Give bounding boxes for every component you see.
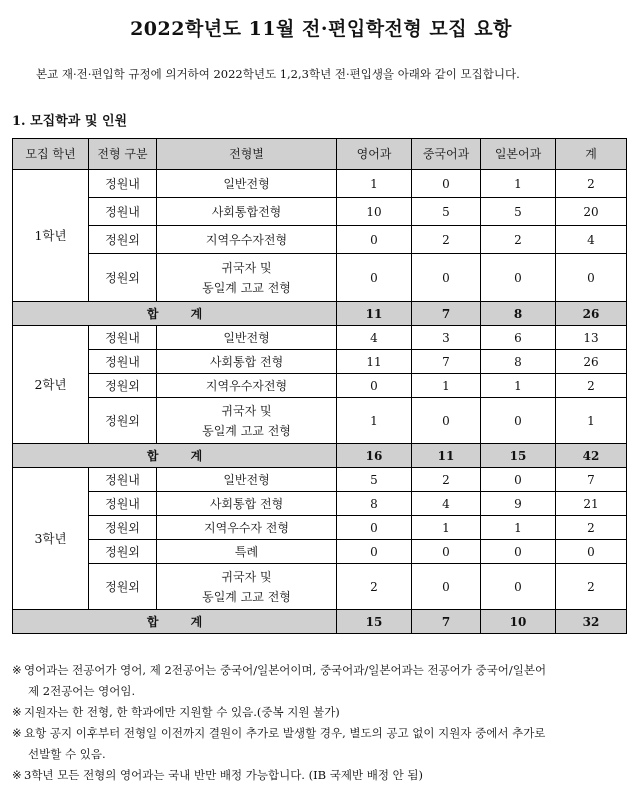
japanese-cell: 6 <box>481 326 556 350</box>
note-line: 선발할 수 있음. <box>28 747 106 761</box>
note-item <box>12 702 630 723</box>
header-japanese: 일본어과 <box>481 139 556 170</box>
table-row <box>13 564 627 610</box>
note-line: 제 2전공어는 영어임. <box>28 684 136 698</box>
type-cell: 지역우수자 전형 <box>157 516 337 540</box>
subtotal-row <box>13 302 627 326</box>
subtotal-label: 합 계 <box>13 444 337 468</box>
table-row <box>13 350 627 374</box>
table-row <box>13 326 627 350</box>
note-mark: ※ <box>12 705 22 719</box>
division-cell: 정원외 <box>89 540 157 564</box>
total-cell: 21 <box>556 492 627 516</box>
table-row <box>13 492 627 516</box>
table-row <box>13 170 627 198</box>
total-cell: 0 <box>556 254 627 302</box>
type-cell: 일반전형 <box>157 468 337 492</box>
chinese-cell: 0 <box>412 540 481 564</box>
division-cell: 정원외 <box>89 398 157 444</box>
table-row <box>13 540 627 564</box>
grade-cell: 1학년 <box>13 170 89 302</box>
total-cell: 1 <box>556 398 627 444</box>
division-cell: 정원내 <box>89 468 157 492</box>
note-line: 요항 공지 이후부터 전형일 이전까지 결원이 추가로 발생할 경우, 별도의 공고 없이 지원자 중에서 추가로 <box>24 726 546 740</box>
note-line: 지원자는 한 전형, 한 학과에만 지원할 수 있음.(중복 지원 불가) <box>24 705 340 719</box>
note-item <box>12 723 630 765</box>
table-row <box>13 516 627 540</box>
subtotal-label: 합 계 <box>13 302 337 326</box>
japanese-cell: 1 <box>481 374 556 398</box>
chinese-cell: 7 <box>412 350 481 374</box>
type-line2: 동일계 고교 전형 <box>202 423 291 438</box>
english-cell: 0 <box>337 516 412 540</box>
chinese-cell: 1 <box>412 516 481 540</box>
english-cell: 4 <box>337 326 412 350</box>
japanese-cell: 8 <box>481 302 556 326</box>
table-row <box>13 398 627 444</box>
japanese-cell: 9 <box>481 492 556 516</box>
english-cell: 0 <box>337 540 412 564</box>
japanese-cell: 0 <box>481 564 556 610</box>
header-total: 계 <box>556 139 627 170</box>
table-row <box>13 374 627 398</box>
english-cell: 2 <box>337 564 412 610</box>
page-title: 2022학년도 11월 전·편입학전형 모집 요항 <box>130 18 512 40</box>
note-item <box>12 765 630 786</box>
type-line2: 동일계 고교 전형 <box>202 280 291 295</box>
type-cell: 사회통합 전형 <box>157 492 337 516</box>
division-cell: 정원내 <box>89 170 157 198</box>
division-cell: 정원외 <box>89 226 157 254</box>
english-cell: 5 <box>337 468 412 492</box>
total-cell: 20 <box>556 198 627 226</box>
type-line2: 동일계 고교 전형 <box>202 589 291 604</box>
total-cell: 0 <box>556 540 627 564</box>
table-row <box>13 468 627 492</box>
division-cell: 정원내 <box>89 198 157 226</box>
division-cell: 정원내 <box>89 350 157 374</box>
chinese-cell: 0 <box>412 398 481 444</box>
english-cell: 0 <box>337 254 412 302</box>
english-cell: 11 <box>337 302 412 326</box>
header-chinese: 중국어과 <box>412 139 481 170</box>
type-cell: 특례 <box>157 540 337 564</box>
total-cell: 7 <box>556 468 627 492</box>
note-line: 3학년 모든 전형의 영어과는 국내 반만 배정 가능합니다. (IB 국제반 배정 안 됨) <box>24 768 423 782</box>
division-cell: 정원내 <box>89 492 157 516</box>
note-mark: ※ <box>12 663 22 677</box>
subtotal-row <box>13 610 627 634</box>
division-cell: 정원외 <box>89 516 157 540</box>
type-cell: 사회통합전형 <box>157 198 337 226</box>
subtotal-label: 합 계 <box>13 610 337 634</box>
japanese-cell: 0 <box>481 398 556 444</box>
chinese-cell: 1 <box>412 374 481 398</box>
section-title: 1. 모집학과 및 인원 <box>12 114 128 129</box>
chinese-cell: 2 <box>412 226 481 254</box>
division-cell: 정원내 <box>89 326 157 350</box>
total-cell: 2 <box>556 374 627 398</box>
english-cell: 0 <box>337 374 412 398</box>
grade-cell: 2학년 <box>13 326 89 444</box>
chinese-cell: 7 <box>412 610 481 634</box>
table-row <box>13 226 627 254</box>
english-cell: 1 <box>337 398 412 444</box>
japanese-cell: 0 <box>481 468 556 492</box>
chinese-cell: 0 <box>412 170 481 198</box>
chinese-cell: 3 <box>412 326 481 350</box>
japanese-cell: 2 <box>481 226 556 254</box>
header-type: 전형별 <box>157 139 337 170</box>
header-english: 영어과 <box>337 139 412 170</box>
total-cell: 2 <box>556 516 627 540</box>
japanese-cell: 8 <box>481 350 556 374</box>
note-item <box>12 660 630 702</box>
english-cell: 10 <box>337 198 412 226</box>
japanese-cell: 5 <box>481 198 556 226</box>
header-division: 전형 구분 <box>89 139 157 170</box>
chinese-cell: 11 <box>412 444 481 468</box>
english-cell: 16 <box>337 444 412 468</box>
division-cell: 정원외 <box>89 254 157 302</box>
total-cell: 42 <box>556 444 627 468</box>
notes-section <box>12 660 630 786</box>
subtotal-row <box>13 444 627 468</box>
table-row <box>13 254 627 302</box>
total-cell: 26 <box>556 302 627 326</box>
intro-text: 본교 재·전·편입학 규정에 의거하여 2022학년도 1,2,3학년 전·편입생을 아래와 같이 모집합니다. <box>36 67 520 81</box>
type-cell: 일반전형 <box>157 170 337 198</box>
english-cell: 15 <box>337 610 412 634</box>
type-cell: 일반전형 <box>157 326 337 350</box>
note-mark: ※ <box>12 768 22 782</box>
english-cell: 1 <box>337 170 412 198</box>
japanese-cell: 1 <box>481 516 556 540</box>
japanese-cell: 0 <box>481 540 556 564</box>
division-cell: 정원외 <box>89 374 157 398</box>
english-cell: 0 <box>337 226 412 254</box>
total-cell: 32 <box>556 610 627 634</box>
japanese-cell: 15 <box>481 444 556 468</box>
total-cell: 4 <box>556 226 627 254</box>
grade-cell: 3학년 <box>13 468 89 610</box>
japanese-cell: 1 <box>481 170 556 198</box>
english-cell: 11 <box>337 350 412 374</box>
header-grade: 모집 학년 <box>13 139 89 170</box>
type-cell: 지역우수자전형 <box>157 374 337 398</box>
english-cell: 8 <box>337 492 412 516</box>
chinese-cell: 7 <box>412 302 481 326</box>
note-mark: ※ <box>12 726 22 740</box>
japanese-cell: 10 <box>481 610 556 634</box>
total-cell: 2 <box>556 170 627 198</box>
type-cell: 사회통합 전형 <box>157 350 337 374</box>
type-cell <box>157 564 337 610</box>
chinese-cell: 0 <box>412 564 481 610</box>
type-line1: 귀국자 및 <box>221 260 272 275</box>
total-cell: 26 <box>556 350 627 374</box>
chinese-cell: 4 <box>412 492 481 516</box>
chinese-cell: 5 <box>412 198 481 226</box>
table-header-row <box>13 139 627 170</box>
type-cell: 지역우수자전형 <box>157 226 337 254</box>
chinese-cell: 2 <box>412 468 481 492</box>
type-line1: 귀국자 및 <box>221 569 272 584</box>
total-cell: 13 <box>556 326 627 350</box>
recruitment-table <box>12 138 627 634</box>
type-cell <box>157 254 337 302</box>
division-cell: 정원외 <box>89 564 157 610</box>
table-row <box>13 198 627 226</box>
type-line1: 귀국자 및 <box>221 403 272 418</box>
note-line: 영어과는 전공어가 영어, 제 2전공어는 중국어/일본어이며, 중국어과/일본어과는 전공어가 중국어/일본어 <box>24 663 547 677</box>
japanese-cell: 0 <box>481 254 556 302</box>
chinese-cell: 0 <box>412 254 481 302</box>
type-cell <box>157 398 337 444</box>
total-cell: 2 <box>556 564 627 610</box>
